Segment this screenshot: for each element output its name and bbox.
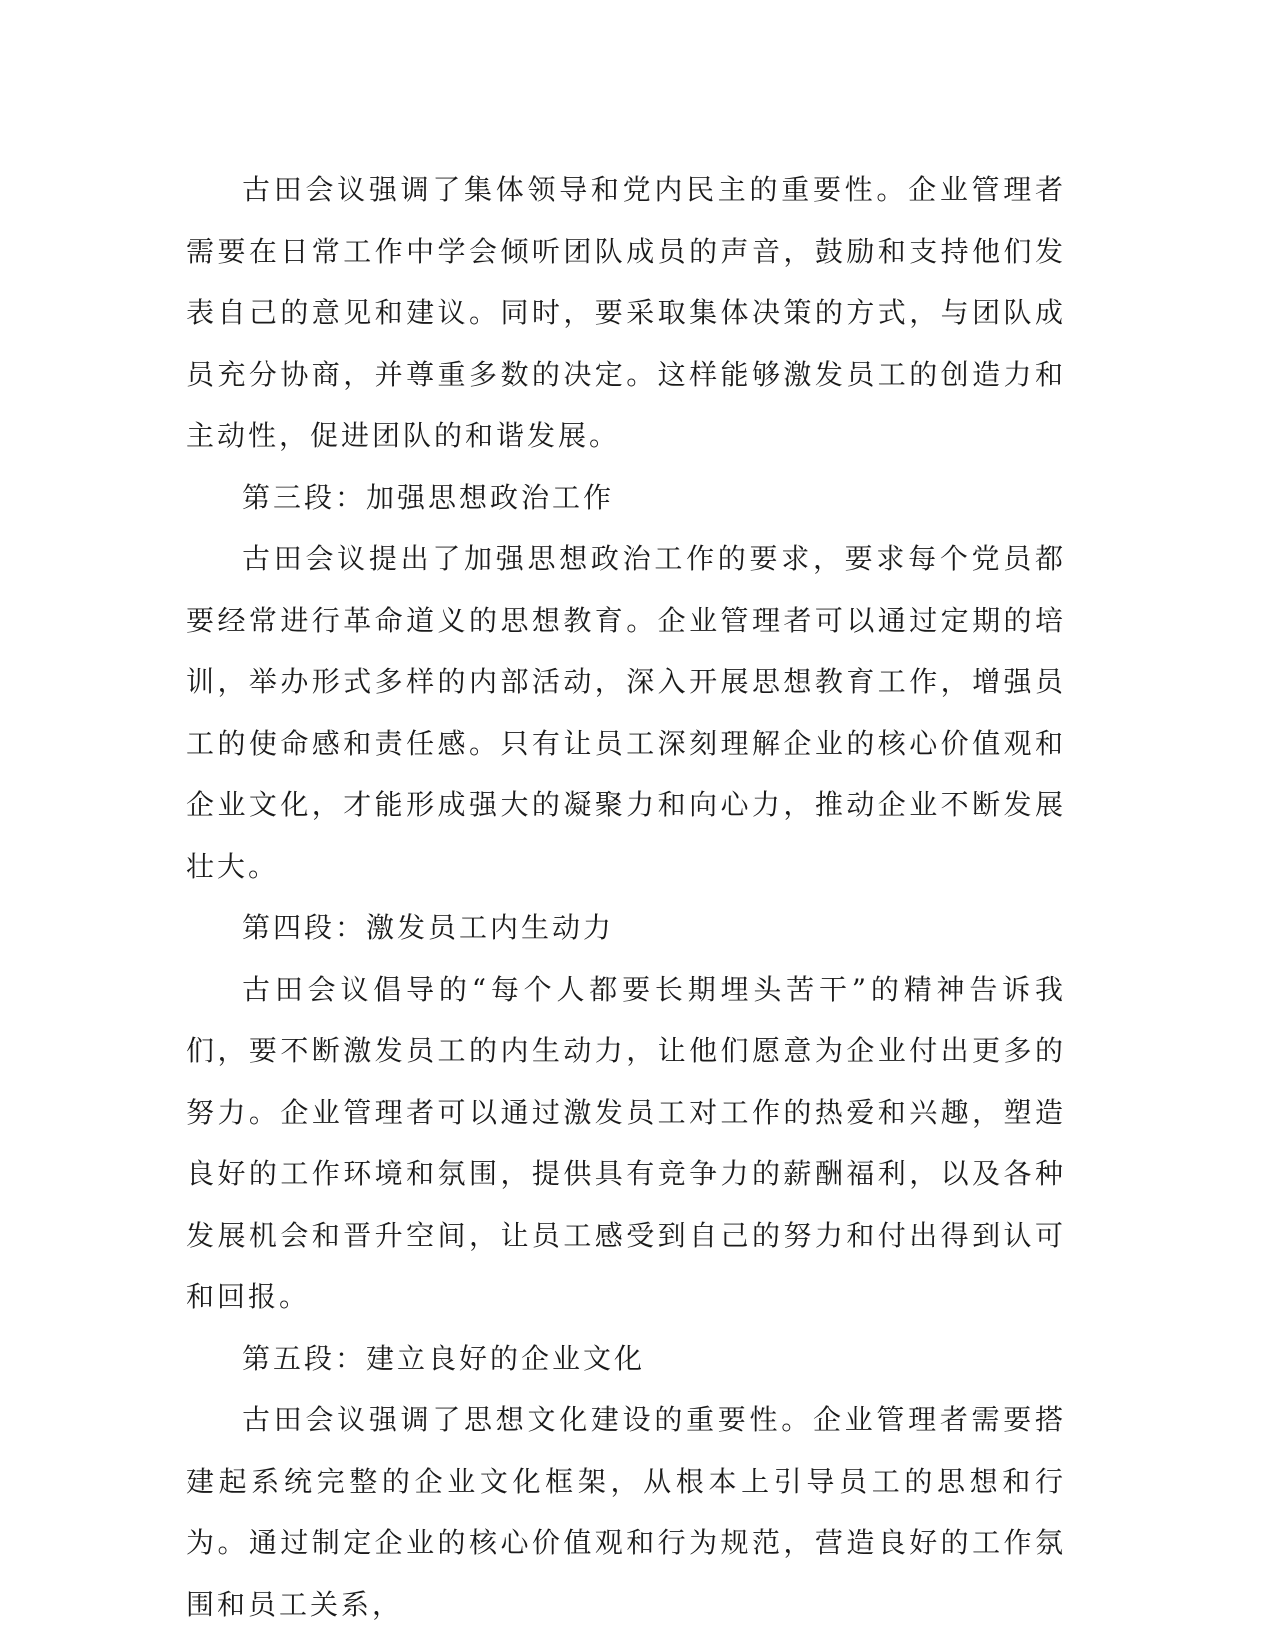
paragraph-political-work: 古田会议提出了加强思想政治工作的要求，要求每个党员都要经常进行革命道义的思想教育。企业管理者可以通过定期的培训，举办形式多样的内部活动，深入开展思想教育工作，增强员工的使命感和责任感。只有让员工深刻理解企业的核心价值观和企业文化，才能形成强大的凝聚力和向心力，推动企业不断发展壮大。 <box>186 542 1066 883</box>
paragraph-collective-leadership: 古田会议强调了集体领导和党内民主的重要性。企业管理者需要在日常工作中学会倾听团队成员的声音，鼓励和支持他们发表自己的意见和建议。同时，要采取集体决策的方式，与团队成员充分协商，并尊重多数的决定。这样能够激发员工的创造力和主动性，促进团队的和谐发展。 <box>186 173 1066 452</box>
section-heading-5: 第五段：建立良好的企业文化 <box>242 1341 646 1375</box>
section-heading-4: 第四段：激发员工内生动力 <box>242 911 615 944</box>
section-heading-3: 第三段：加强思想政治工作 <box>242 480 615 514</box>
paragraph-employee-motivation: 古田会议倡导的“每个人都要长期埋头苦干”的精神告诉我们，要不断激发员工的内生动力，让他们愿意为企业付出更多的努力。企业管理者可以通过激发员工对工作的热爱和兴趣，塑造良好的工作环境和氛围，提供具有竞争力的薪酬福利，以及各种发展机会和晋升空间，让员工感受到自己的努力和付出得到认可和回报。 <box>186 972 1066 1313</box>
paragraph-corporate-culture: 古田会议强调了思想文化建设的重要性。企业管理者需要搭建起系统完整的企业文化框架，从根本上引导员工的思想和行为。通过制定企业的核心价值观和行为规范，营造良好的工作氛围和员工关系， <box>186 1403 1066 1621</box>
document-body <box>186 159 1066 1635</box>
